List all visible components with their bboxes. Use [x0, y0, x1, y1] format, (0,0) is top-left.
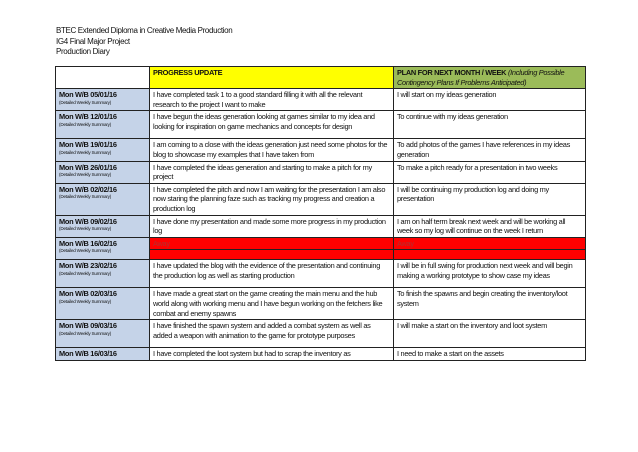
away-plan-cell: Away [394, 237, 586, 250]
progress-cell: I am coming to a close with the ideas generation just need some photos for the blog to showcase my examples that I have taken from [150, 139, 394, 161]
plan-cell: To finish the spawns and begin creating the inventory/loot system [394, 288, 586, 320]
week-label: Mon W/B 09/03/16 [59, 321, 117, 331]
progress-cell: I have begun the ideas generation looking at games similar to my idea and looking for inspiration on game mechanics and concepts for design [150, 111, 394, 139]
week-sublabel: (Detailed Weekly Summary) [59, 270, 112, 276]
unit-title: IG4 Final Major Project [56, 36, 130, 46]
table-row [56, 237, 586, 250]
table-row [56, 215, 586, 237]
progress-cell: I have completed the loot system but had to scrap the inventory as [150, 348, 394, 361]
plan-cell: To make a pitch ready for a presentation in two weeks [394, 161, 586, 183]
plan-cell: I need to make a start on the assets [394, 348, 586, 361]
week-cell [56, 288, 150, 320]
week-label: Mon W/B 12/01/16 [59, 112, 117, 122]
plan-cell: To continue with my ideas generation [394, 111, 586, 139]
week-cell [56, 348, 150, 361]
week-label: Mon W/B 19/01/16 [59, 140, 117, 150]
plan-cell: I will make a start on the inventory and loot system [394, 320, 586, 348]
plan-cell: To add photos of the games I have references in my ideas generation [394, 139, 586, 161]
progress-cell: I have completed the ideas generation and starting to make a pitch for my project [150, 161, 394, 183]
week-cell [56, 237, 150, 260]
plan-cell: I will be continuing my production log and doing my presentation [394, 183, 586, 215]
away-progress-spacer [150, 250, 394, 260]
plan-header-italic: (Including Possible Contingency Plans If Problems Anticipated) [397, 68, 565, 87]
table-row [56, 288, 586, 320]
week-label: Mon W/B 16/02/16 [59, 238, 117, 248]
week-sublabel: (Detailed Weekly Summary) [59, 99, 112, 105]
table-row [56, 111, 586, 139]
week-label: Mon W/B 26/01/16 [59, 162, 117, 172]
week-cell [56, 139, 150, 161]
progress-update-header: PROGRESS UPDATE [150, 67, 394, 89]
away-plan-spacer [394, 250, 586, 260]
progress-cell: I have completed task 1 to a good standard filling it with all the relevant research to the project I want to make [150, 89, 394, 111]
week-cell [56, 320, 150, 348]
week-sublabel: (Detailed Weekly Summary) [59, 172, 112, 178]
week-sublabel: (Detailed Weekly Summary) [59, 121, 112, 127]
week-sublabel: (Detailed Weekly Summary) [59, 330, 112, 336]
week-label: Mon W/B 05/01/16 [59, 90, 117, 100]
week-sublabel: (Detailed Weekly Summary) [59, 149, 112, 155]
table-row [56, 320, 586, 348]
week-cell [56, 215, 150, 237]
course-title: BTEC Extended Diploma in Creative Media Production [56, 26, 233, 35]
header-blank-cell [56, 67, 150, 89]
plan-cell: I will start on my ideas generation [394, 89, 586, 111]
table-row [56, 348, 586, 361]
progress-cell: I have made a great start on the game creating the main menu and the hub world along with working menu and I have begun working on the fetchers like combat and enemy spawns [150, 288, 394, 320]
table-row [56, 161, 586, 183]
week-cell [56, 161, 150, 183]
week-cell [56, 89, 150, 111]
diary-title: Production Diary [56, 47, 110, 56]
progress-cell: I have done my presentation and made some more progress in my production log [150, 215, 394, 237]
plan-cell: I will be in full swing for production next week and will begin making a working prototype to show case my ideas [394, 260, 586, 288]
week-label: Mon W/B 16/03/16 [59, 349, 117, 359]
week-sublabel: (Detailed Weekly Summary) [59, 248, 112, 254]
week-cell [56, 111, 150, 139]
production-diary-table [55, 66, 586, 361]
week-label: Mon W/B 02/03/16 [59, 289, 117, 299]
progress-cell: I have updated the blog with the evidence of the presentation and continuing the production log as well as starting production [150, 260, 394, 288]
table-row [56, 89, 586, 111]
plan-cell: I am on half term break next week and will be working all week so my log will continue on the week I return [394, 215, 586, 237]
week-cell [56, 183, 150, 215]
week-cell [56, 260, 150, 288]
table-row [56, 139, 586, 161]
week-label: Mon W/B 09/02/16 [59, 216, 117, 226]
away-progress-cell: Away [150, 237, 394, 250]
week-sublabel: (Detailed Weekly Summary) [59, 194, 112, 200]
document-header [56, 26, 232, 58]
week-label: Mon W/B 02/02/16 [59, 184, 117, 194]
progress-cell: I have finished the spawn system and added a combat system as well as added a weapon with animation to the game for prototype purposes [150, 320, 394, 348]
table-row [56, 260, 586, 288]
week-label: Mon W/B 23/02/16 [59, 261, 117, 271]
progress-cell: I have completed the pitch and now I am waiting for the presentation I am also now staring the planning faze such as tracking my progress and creation a production log [150, 183, 394, 215]
week-sublabel: (Detailed Weekly Summary) [59, 226, 112, 232]
plan-header-bold: PLAN FOR NEXT MONTH / WEEK [397, 68, 507, 77]
table-row [56, 183, 586, 215]
week-sublabel: (Detailed Weekly Summary) [59, 298, 112, 304]
plan-next-header [394, 67, 586, 89]
table-header-row [56, 67, 586, 89]
